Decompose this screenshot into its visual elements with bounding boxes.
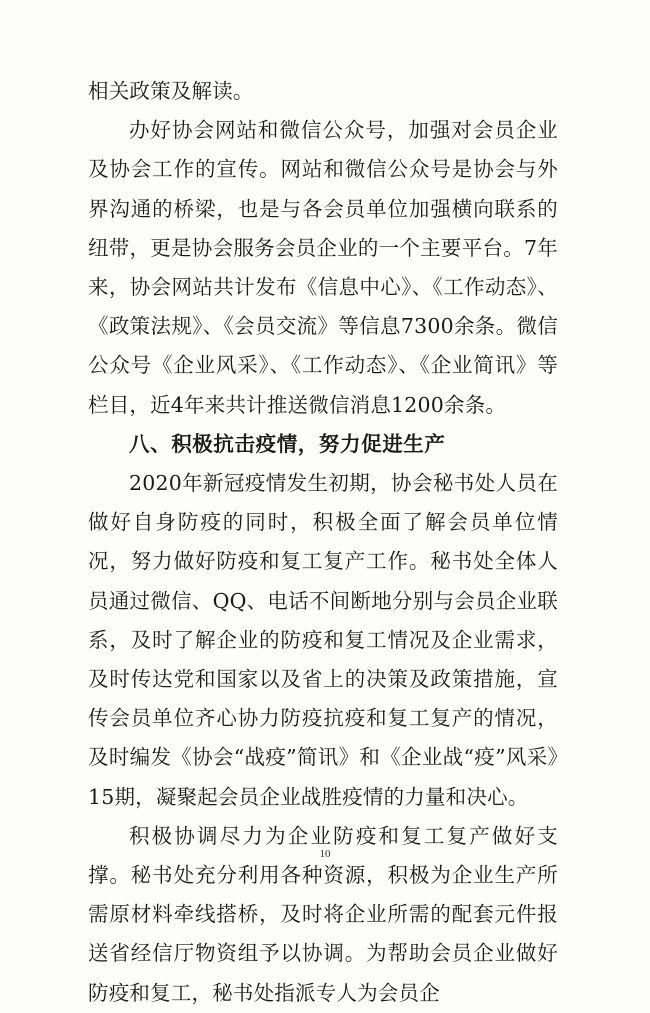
paragraph-website-wechat: 办好协会网站和微信公众号，加强对会员企业及协会工作的宣传。网站和微信公众号是协会与外界沟通的桥梁，也是与各会员单位加强横向联系的纽带，更是协会服务会员企业的一个主要平台。7年来，协会网站共计发布《信息中心》、《工作动态》、《政策法规》、《会员交流》等信息7300余条。微信公众号《企业风采》、《工作动态》、《企业简讯》等栏目，近4年来共计推送微信消息1200余条。 [88,118,558,417]
paragraph-coordination: 积极协调尽力为企业防疫和复工复产做好支撑。秘书处充分利用各种资源，积极为企业生产所需原材料牵线搭桥，及时将企业所需的配套元件报送省经信厅物资组予以协调。为帮助会员企业做好防疫和复工，秘书处指派专人为会员企 [88,823,558,1005]
section-heading-8: 八、积极抗击疫情，努力促进生产 [129,431,446,456]
page-number: 10 [319,848,331,860]
paragraph-continuation: 相关政策及解读。 [88,79,254,103]
paragraph-epidemic-2020: 2020年新冠疫情发生初期，协会秘书处人员在做好自身防疫的同时，积极全面了解会员单位情况，努力做好防疫和复工复产工作。秘书处全体人员通过微信、QQ、电话不间断地分别与会员企业联系，及时了解企业的防疫和复工情况及企业需求，及时传达党和国家以及省上的决策及政策措施，宣传会员单位齐心协力防疫抗疫和复工复产的情况，及时编发《协会“战疫”简讯》和《企业战“疫”风采》15期，凝聚起会员企业战胜疫情的力量和决心。 [88,471,558,809]
body-text [88,72,558,1013]
